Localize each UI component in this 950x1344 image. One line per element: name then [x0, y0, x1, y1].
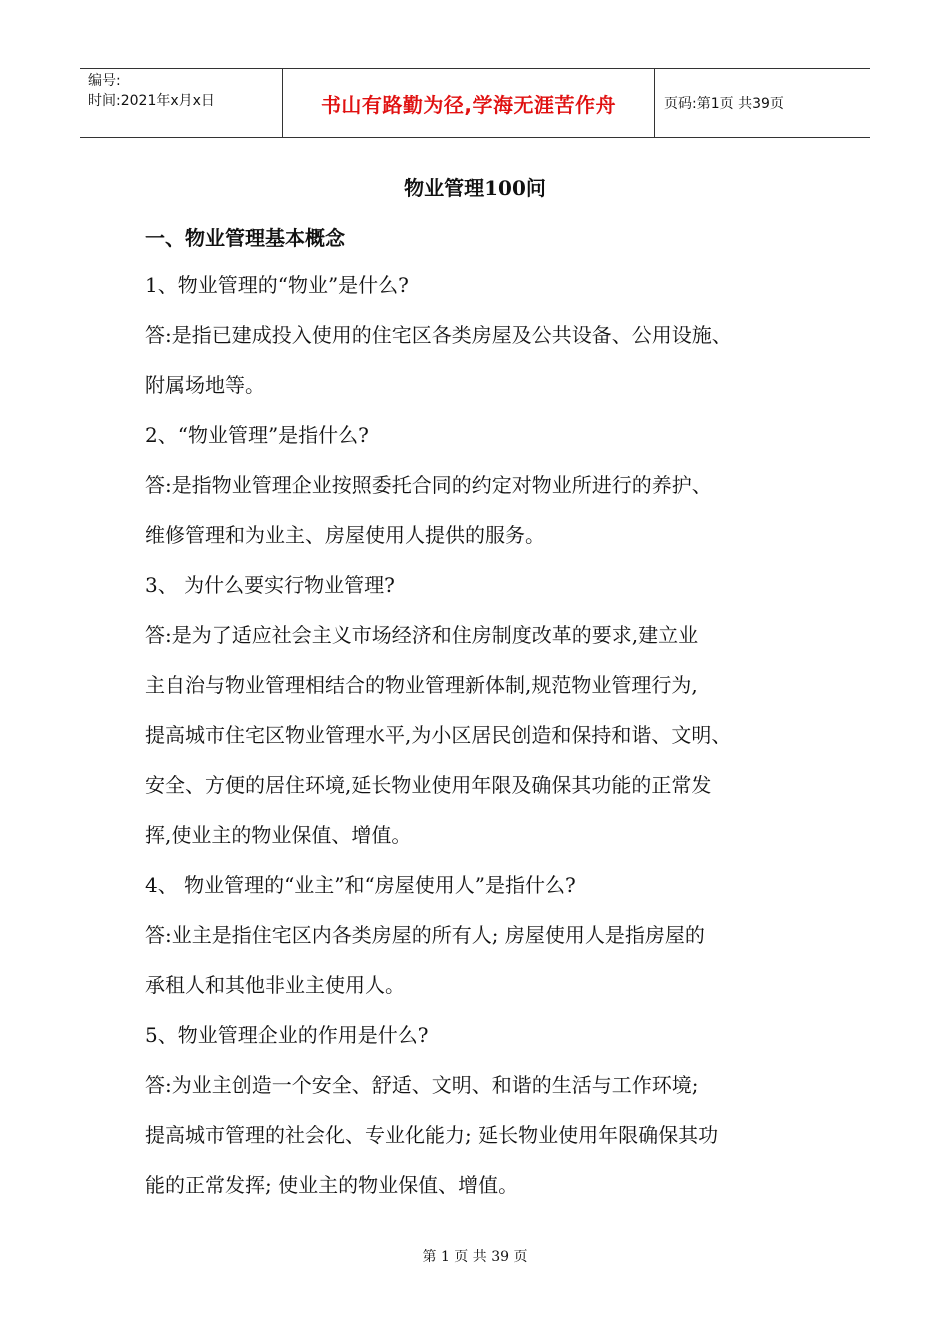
body-line: 答:业主是指住宅区内各类房屋的所有人; 房屋使用人是指房屋的 [145, 923, 705, 947]
page-info-text: 页码:第1页 共39页 [664, 96, 784, 112]
body-line: 附属场地等。 [145, 373, 265, 397]
body-line: 答:是为了适应社会主义市场经济和住房制度改革的要求,建立业 [145, 623, 699, 647]
body-line: 提高城市管理的社会化、专业化能力; 延长物业使用年限确保其功 [145, 1123, 719, 1147]
page-footer: 第 1 页 共 39 页 [422, 1249, 528, 1265]
body-line: 4、 物业管理的“业主”和“房屋使用人”是指什么? [145, 873, 576, 897]
body-line: 安全、方便的居住环境,延长物业使用年限及确保其功能的正常发 [145, 773, 712, 797]
body-line: 1、物业管理的“物业”是什么? [145, 273, 409, 297]
number-label: 编号: [88, 73, 121, 89]
body-line: 主自治与物业管理相结合的物业管理新体制,规范物业管理行为, [145, 673, 698, 697]
body-line: 答:为业主创造一个安全、舒适、文明、和谐的生活与工作环境; [145, 1073, 699, 1097]
body-line: 2、“物业管理”是指什么? [145, 423, 369, 447]
body-line: 提高城市住宅区物业管理水平,为小区居民创造和保持和谐、文明、 [145, 723, 732, 747]
page-info-cell [655, 69, 870, 137]
body-line: 能的正常发挥; 使业主的物业保值、增值。 [145, 1173, 519, 1197]
body-line: 5、物业管理企业的作用是什么? [145, 1023, 429, 1047]
body-line: 承租人和其他非业主使用人。 [145, 973, 405, 997]
body-line: 挥,使业主的物业保值、增值。 [145, 823, 412, 847]
body-line: 答:是指已建成投入使用的住宅区各类房屋及公共设备、公用设施、 [145, 323, 732, 347]
document-body [145, 268, 845, 1218]
header-table [80, 68, 870, 138]
motto-cell [283, 69, 655, 137]
section-title: 一、物业管理基本概念 [145, 226, 345, 250]
document-title: 物业管理100问 [404, 176, 546, 200]
body-line: 答:是指物业管理企业按照委托合同的约定对物业所进行的养护、 [145, 473, 712, 497]
header-meta-cell [80, 69, 283, 137]
date-label: 时间:2021年x月x日 [88, 93, 215, 109]
body-line: 维修管理和为业主、房屋使用人提供的服务。 [145, 523, 545, 547]
body-line: 3、 为什么要实行物业管理? [145, 573, 395, 597]
motto-text: 书山有路勤为径,学海无涯苦作舟 [320, 92, 617, 117]
